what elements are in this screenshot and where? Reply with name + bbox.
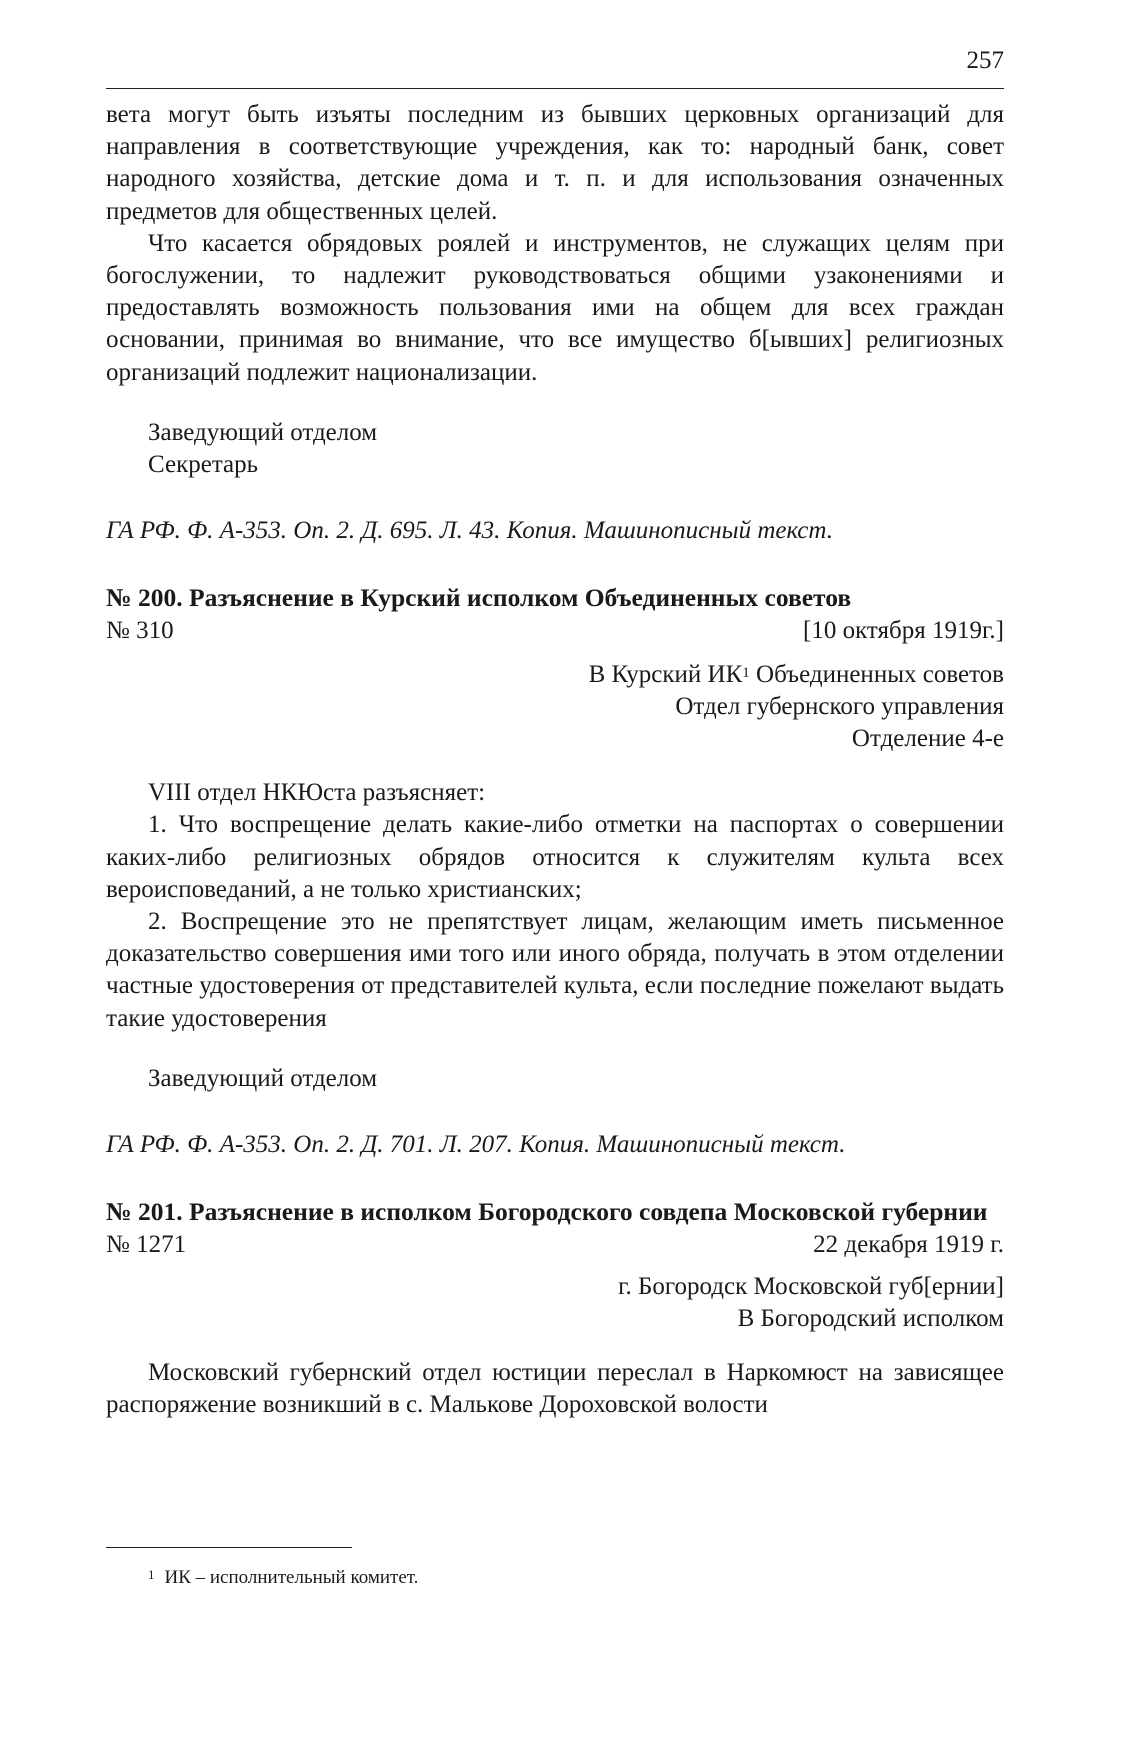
archive-source-1: ГА РФ. Ф. А-353. Оп. 2. Д. 695. Л. 43. Копия. Машинописный текст. [106, 517, 833, 545]
doc-201-addr-line1: г. Богородск Московской губ[ернии] [618, 1273, 1004, 1301]
doc-200-date: [10 октября 1919г.] [803, 617, 1004, 645]
doc-201-body: Московский губернский отдел юстиции переслал в Наркомюст на зависящее распоряжение возникший в с. Малькове Дороховской волости [106, 1359, 1004, 1419]
doc-200-addr-line3: Отделение 4-е [851, 725, 1004, 753]
doc-200-number: № 310 [106, 617, 174, 645]
header-rule [106, 88, 1004, 89]
signature-secretary: Секретарь [148, 451, 259, 479]
footnote-rule [106, 1547, 352, 1548]
doc-201-date: 22 декабря 1919 г. [813, 1231, 1004, 1259]
doc-200-title: № 200. Разъяснение в Курский исполком Объединенных советов [106, 583, 852, 613]
doc-201-number: № 1271 [106, 1231, 187, 1259]
doc-200-addressee [106, 659, 1004, 755]
doc-201-addr-line2: В Богородский исполком [737, 1305, 1004, 1333]
doc-201-addressee [106, 1271, 1004, 1335]
page-content [106, 99, 1004, 1421]
doc-200-signature: Заведующий отделом [148, 1064, 378, 1092]
footnote [148, 1565, 418, 1591]
doc-200-intro: VIII отдел НКЮста разъясняет: [148, 779, 486, 807]
continued-paragraph: вета могут быть изъяты последним из бывших церковных организаций для направления в соответствующие учреждения, как то: народный банк, совет народного хозяйства, детские дома и т. п. и для использования означенных предметов для общественных целей. [106, 101, 1004, 225]
footnote-text: ИК – исполнительный комитет. [164, 1567, 419, 1588]
doc-201-meta [106, 1229, 1004, 1261]
doc-200-addr-line1: В Курский $ИК^1$ Объединенных советов [588, 661, 1004, 689]
page-number: 257 [966, 47, 1004, 74]
doc-200-meta [106, 615, 1004, 647]
paragraph-instruments: Что касается обрядовых роялей и инструментов, не служащих целям при богослужении, то надлежит руководствоваться общими узаконениями и предоставлять возможность пользования ими на общем для всех граждан основании, принимая во внимание, что все имущество б[ывших] религиозных организаций подлежит национализации. [106, 229, 1004, 386]
doc-200-item-1: 1. Что воспрещение делать какие-либо отметки на паспортах о совершении каких-либо религиозных обрядов относится к служителям культа всех вероисповеданий, а не только христианских; [106, 811, 1004, 903]
signature-head: Заведующий отделом [148, 418, 378, 446]
archive-source-2: ГА РФ. Ф. А-353. Оп. 2. Д. 701. Л. 207. Копия. Машинописный текст. [106, 1131, 846, 1159]
doc-200-addr-line2: Отдел губернского управления [675, 693, 1004, 721]
footnote-ref: 1 [742, 665, 750, 682]
doc-201-title: № 201. Разъяснение в исполком Богородского совдепа Московской губернии [106, 1197, 988, 1227]
footnote-mark: 1 [148, 1567, 155, 1582]
doc-200-item-2: 2. Воспрещение это не препятствует лицам, желающим иметь письменное доказательство совершения ими того или иного обряда, получать в этом отделении частные удостоверения от представителей культа, если последние пожелают выдать такие удостоверения [106, 908, 1004, 1032]
